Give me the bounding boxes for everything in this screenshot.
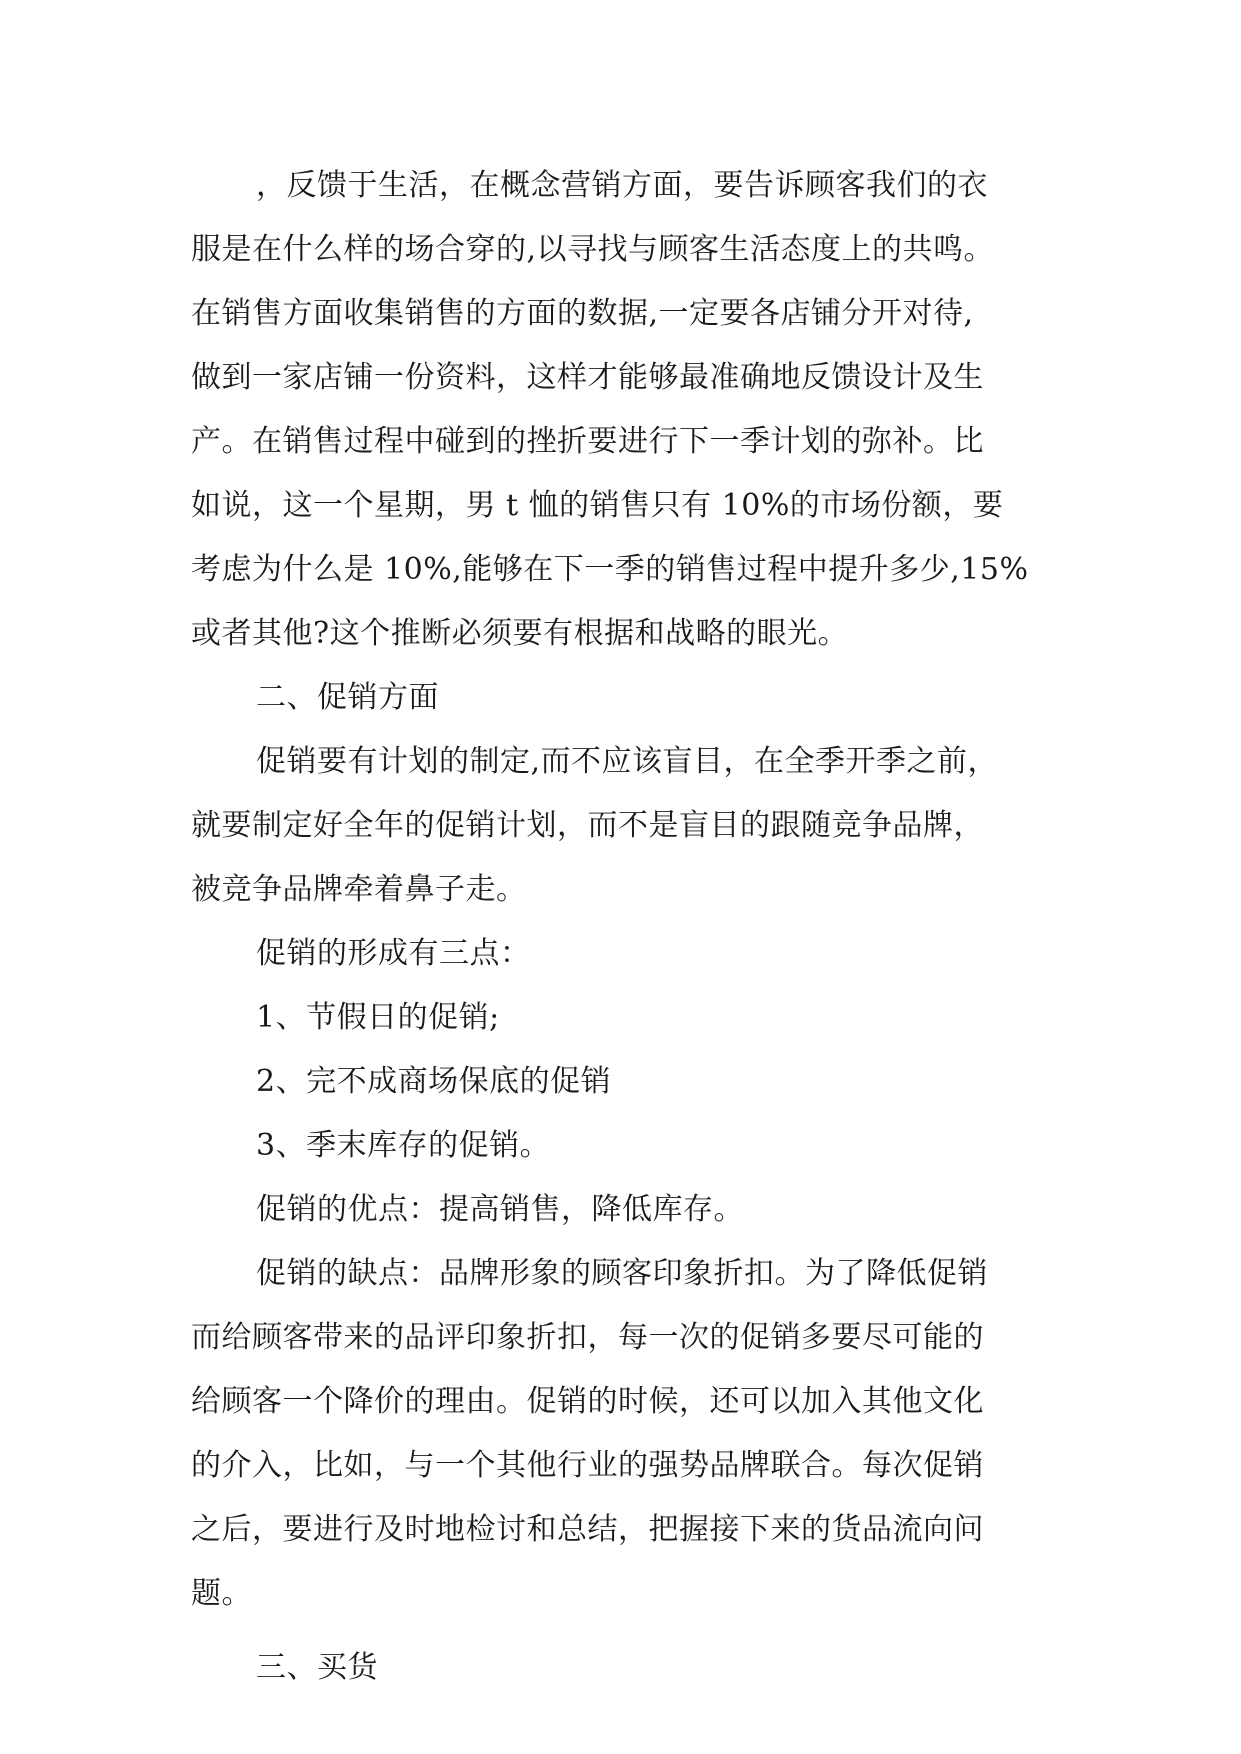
text-line: 如说，这一个星期，男 t 恤的销售只有 10%的市场份额，要 <box>191 488 1004 523</box>
list-item: 3、季末库存的促销。 <box>256 1128 551 1163</box>
text-line: 而给顾客带来的品评印象折扣，每一次的促销多要尽可能的 <box>191 1320 984 1355</box>
section-heading: 二、促销方面 <box>256 680 439 715</box>
text-line: 被竞争品牌牵着鼻子走。 <box>191 872 527 907</box>
text-line: 促销的优点：提高销售，降低库存。 <box>256 1192 744 1227</box>
text-line: 促销要有计划的制定,而不应该盲目，在全季开季之前， <box>256 744 999 779</box>
text-line: 的介入，比如，与一个其他行业的强势品牌联合。每次促销 <box>191 1448 984 1483</box>
text-line: 之后，要进行及时地检讨和总结，把握接下来的货品流向问 <box>191 1512 984 1547</box>
text-line: ，反馈于生活，在概念营销方面，要告诉顾客我们的衣 <box>256 168 988 203</box>
text-line: 题。 <box>191 1576 252 1611</box>
text-line: 促销的缺点：品牌形象的顾客印象折扣。为了降低促销 <box>256 1256 988 1291</box>
list-item: 2、完不成商场保底的促销 <box>256 1064 612 1099</box>
section-heading: 三、买货 <box>256 1650 378 1685</box>
text-line: 产。在销售过程中碰到的挫折要进行下一季计划的弥补。比 <box>191 424 984 459</box>
text-line: 促销的形成有三点： <box>256 936 531 971</box>
text-line: 在销售方面收集销售的方面的数据,一定要各店铺分开对待, <box>191 296 974 331</box>
text-line: 就要制定好全年的促销计划，而不是盲目的跟随竞争品牌， <box>191 808 984 843</box>
text-line: 做到一家店铺一份资料，这样才能够最准确地反馈设计及生 <box>191 360 984 395</box>
list-item: 1、节假日的促销; <box>256 1000 500 1035</box>
text-line: 考虑为什么是 10%,能够在下一季的销售过程中提升多少,15% <box>191 552 1029 587</box>
text-line: 或者其他?这个推断必须要有根据和战略的眼光。 <box>191 616 849 651</box>
text-line: 服是在什么样的场合穿的,以寻找与顾客生活态度上的共鸣。 <box>191 232 995 267</box>
text-line: 给顾客一个降价的理由。促销的时候，还可以加入其他文化 <box>191 1384 984 1419</box>
